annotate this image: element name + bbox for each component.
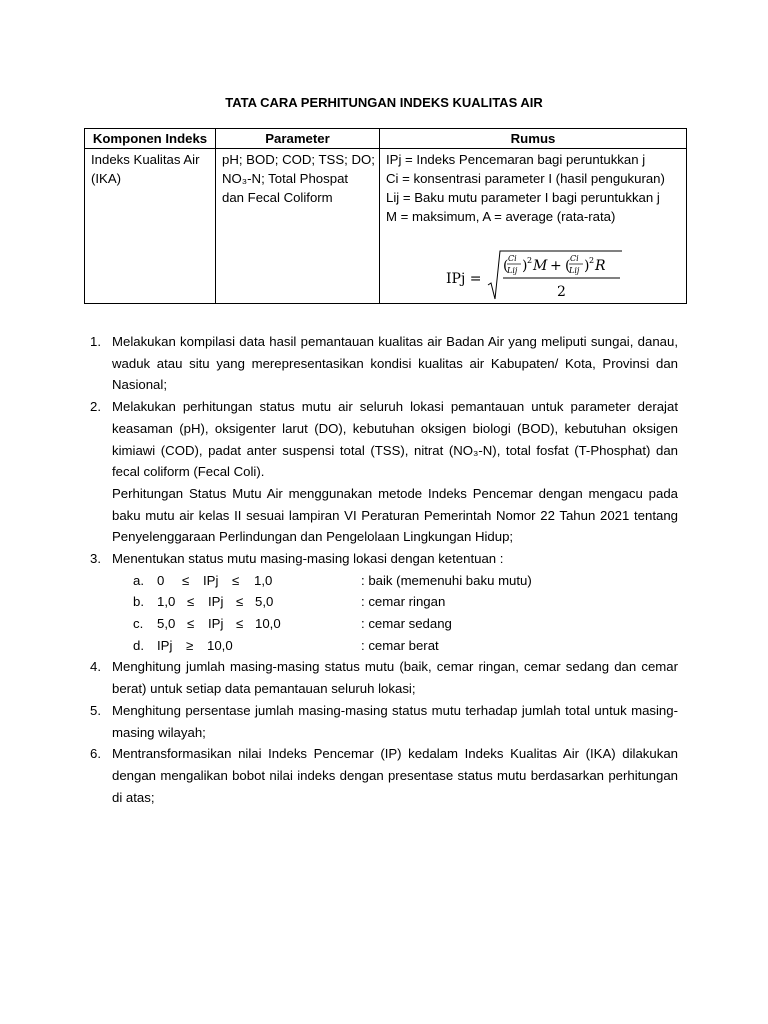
criteria-op: ≤ [236,594,244,610]
parameter-line: NO₃-N; Total Phospat [222,171,349,186]
criteria-var: IPj [208,616,224,632]
criteria-letter: c. [133,616,144,632]
criteria-op: ≥ [186,637,194,653]
parameter-line: pH; BOD; COD; TSS; DO; [222,152,375,167]
criteria-letter: d. [133,637,144,653]
list-item [84,656,678,699]
formula-paren: ) [522,258,528,274]
komponen-line: Indeks Kualitas Air [91,152,200,167]
cell-komponen [85,149,216,304]
list-item [84,331,678,396]
criteria-high: 10,0 [255,616,281,632]
formula-m: M [533,258,548,274]
cell-parameter [216,149,380,304]
rumus-line: Lij = Baku mutu parameter I bagi peruntukkan j [386,190,660,205]
step-number: 6. [90,746,101,762]
formula-paren: ( [503,258,509,274]
criteria-op: ≤ [182,572,190,588]
step-number: 4. [90,659,101,675]
criteria-low: 5,0 [157,616,176,632]
criteria-low: 1,0 [157,594,176,610]
criteria-row [112,635,678,657]
table-row [85,149,687,304]
criteria-low: IPj [157,637,173,653]
formula-r: R [595,258,606,274]
criteria-status: : cemar sedang [361,616,452,632]
step-text: Mentransformasikan nilai Indeks Pencemar (IP) kedalam Indeks Kualitas Air (IKA) dilakukan dengan mengalikan bobot nilai indeks dengan presentase status mutu berdasarkan perhitungan di atas; [112,746,678,805]
criteria-letter: b. [133,594,144,610]
formula-ci: Ci [508,254,517,263]
step-text: Melakukan kompilasi data hasil pemantauan kualitas air Badan Air yang meliputi sungai, danau, waduk atau situ yang merepresentasikan kondisi kualitas air Kabupaten/ Kota, Provinsi dan Nasional; [112,334,678,393]
formula-lhs: IPj = [446,271,482,287]
criteria-var: 10,0 [207,637,233,653]
criteria-status: : baik (memenuhi baku mutu) [361,572,532,588]
criteria-status: : cemar ringan [361,594,446,610]
page-title: TATA CARA PERHITUNGAN INDEKS KUALITAS AIR [225,95,543,110]
header-komponen: Komponen Indeks [85,129,216,149]
criteria-row [112,570,678,592]
step-text: Melakukan perhitungan status mutu air seluruh lokasi pemantauan untuk parameter derajat keasaman (pH), oksigenter larut (DO), kebutuhan oksigen biologi (BOD), kebutuhan oksigen kimiawi (COD), padat anter suspensi total (TSS), nitrat (NO₃-N), total fosfat (T-Phosphat) dan fecal coliform (Fecal Coli). [112,399,678,480]
formula-paren: ) [584,258,590,274]
ipj-formula [446,248,680,302]
criteria-var: IPj [208,594,224,610]
steps-list [84,331,678,808]
step-text: Menentukan status mutu masing-masing lokasi dengan ketentuan : [112,551,504,567]
cell-rumus [380,149,687,304]
formula-power: 2 [589,256,595,265]
step-text: Menghitung jumlah masing-masing status mutu (baik, cemar ringan, cemar sedang dan cemar berat) untuk setiap data pemantauan seluruh lokasi; [112,659,678,697]
step-number: 3. [90,551,101,567]
table-header-row [85,129,687,149]
formula-power: 2 [527,256,533,265]
step-text: Menghitung persentase jumlah masing-masing status mutu terhadap jumlah total untuk masing-masing wilayah; [112,702,678,740]
list-item [84,743,678,808]
formula-lij: Lij [569,266,580,275]
criteria-var: IPj [203,572,219,588]
criteria-status: : cemar berat [361,637,439,653]
step-number: 1. [90,334,101,349]
header-parameter: Parameter [216,129,380,149]
step-extra-text: Perhitungan Status Mutu Air menggunakan metode Indeks Pencemar dengan mengacu pada baku mutu air kelas II sesuai lampiran VI Peraturan Pemerintah Nomor 22 Tahun 2021 tentang Penyelenggaraan Perlindungan dan Pengelolaan Lingkungan Hidup; [112,485,678,545]
list-item [84,700,678,743]
criteria-op: ≤ [187,616,195,632]
list-item [84,396,678,548]
formula-paren: ( [565,258,571,274]
step-number: 5. [90,702,101,718]
rumus-line: IPj = Indeks Pencemaran bagi peruntukkan j [386,152,646,167]
criteria-high: 5,0 [255,594,274,610]
komponen-line: (IKA) [91,171,122,186]
header-rumus: Rumus [380,129,687,149]
formula-lij: Lij [507,266,518,275]
criteria-low: 0 [157,572,165,588]
criteria-row [112,591,678,613]
rumus-line: M = maksimum, A = average (rata-rata) [386,209,616,224]
criteria-op: ≤ [187,594,195,610]
formula-ci: Ci [570,254,579,263]
criteria-op: ≤ [236,616,244,632]
rumus-line: Ci = konsentrasi parameter I (hasil pengukuran) [386,171,665,186]
step-number: 2. [90,399,101,415]
formula-plus: + [550,258,562,274]
criteria-op: ≤ [232,572,240,588]
criteria-row [112,613,678,635]
criteria-high: 1,0 [254,572,273,588]
criteria-letter: a. [133,572,144,588]
index-table [84,128,687,304]
list-item [84,548,678,656]
formula-denominator: 2 [557,284,566,300]
parameter-line: dan Fecal Coliform [222,190,333,205]
